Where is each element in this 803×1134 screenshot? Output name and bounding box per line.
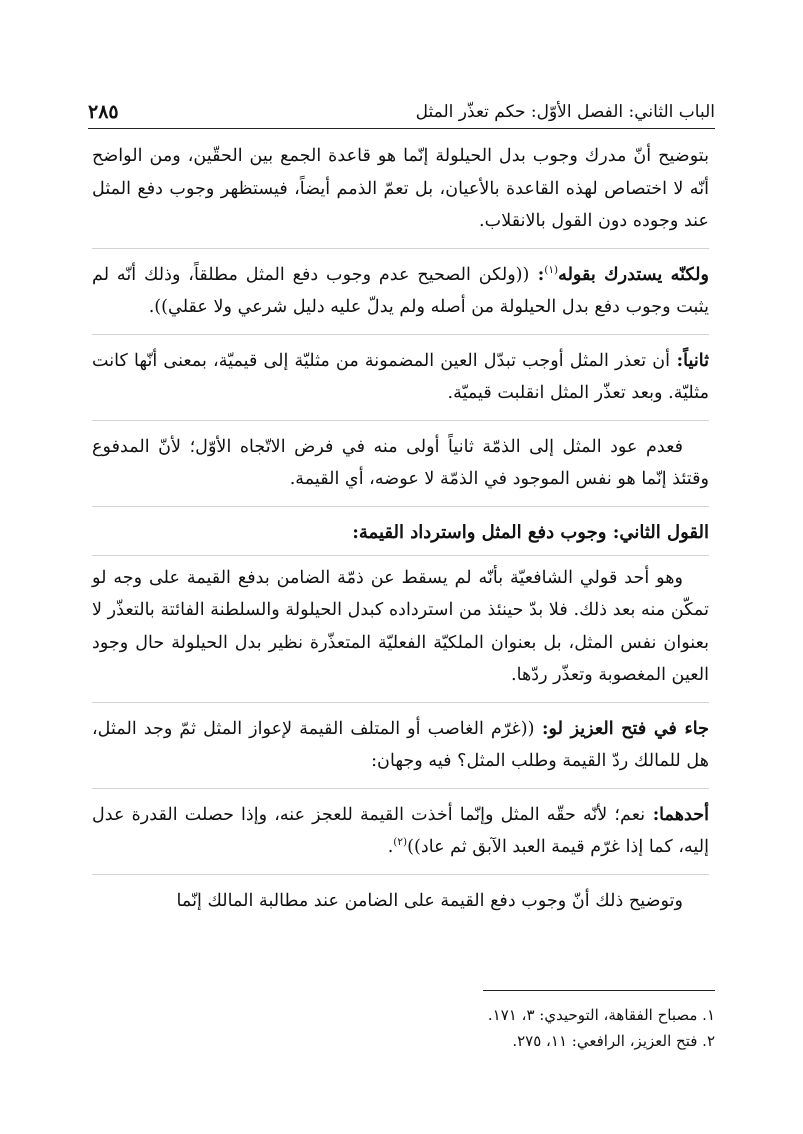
running-title: الباب الثاني: الفصل الأوّل: حكم تعذّر المثل <box>415 102 715 122</box>
paragraph-text: وهو أحد قولي الشافعيّة بأنّه لم يسقط عن ذمّة الضامن بدفع القيمة على وجه لو تمكّن منه بعد ذلك. فلا بدّ حينئذ من استرداده كبدل الحيلولة والسلطنة الفائتة بالتعذّر لا بعنوان نفس المثل، بل بعنوان الملكيّة الفعليّة المتعذّرة نظير بدل الحيلولة حال وجود العين المغصوبة وتعذّر ردّها. <box>92 567 709 685</box>
page-number: ٢٨٥ <box>88 101 119 123</box>
paragraph-tail: . <box>387 837 394 857</box>
paragraph-text: وتوضيح ذلك أنّ وجوب دفع القيمة على الضامن عند مطالبة المالك إنّما <box>176 890 683 911</box>
footnote-ref-2[interactable]: (٢) <box>393 836 408 849</box>
paragraph-4 <box>92 431 709 507</box>
paragraph-7 <box>92 799 709 875</box>
paragraph-lead-colon: : <box>529 263 545 285</box>
paragraph-lead: أحدهما: <box>645 803 709 825</box>
paragraph-lead: ولكنّه يستدرك بقوله <box>558 263 709 285</box>
footnote-1: ١. مصباح الفقاهة، التوحيدي: ٣، ١٧١. <box>487 1006 715 1024</box>
paragraph-3 <box>92 345 709 421</box>
body-text <box>92 140 709 927</box>
paragraph-1 <box>92 140 709 249</box>
footnote-separator <box>483 990 715 991</box>
paragraph-5 <box>92 562 709 703</box>
footnote-2: ٢. فتح العزيز، الرافعي: ١١، ٢٧٥. <box>512 1032 715 1050</box>
paragraph-text: ((غرّم الغاصب أو المتلف القيمة لإعواز المثل ثمّ وجد المثل، هل للمالك ردّ القيمة وطلب المثل؟ فيه وجهان: <box>92 718 709 771</box>
section-heading: القول الثاني: وجوب دفع المثل واسترداد القيمة: <box>92 517 709 556</box>
paragraph-lead: جاء في فتح العزيز لو: <box>534 717 710 739</box>
paragraph-lead: ثانياً: <box>670 349 709 371</box>
paragraph-text: نعم؛ لأنّه حقّه المثل وإنّما أخذت القيمة للعجز عنه، وإذا حصلت القدرة عدل إليه، كما إذا غرّم قيمة العبد الآبق ثم عاد)) <box>92 804 709 857</box>
footnotes <box>300 1002 715 1054</box>
paragraph-text: بتوضيح أنّ مدرك وجوب بدل الحيلولة إنّما هو قاعدة الجمع بين الحقّين، ومن الواضح أنّه لا اختصاص لهذه القاعدة بالأعيان، بل تعمّ الذمم أيضاً، فيستظهر وجوب دفع المثل عند وجوده دون القول بالانقلاب. <box>92 146 709 231</box>
paragraph-6 <box>92 713 709 789</box>
paragraph-2 <box>92 259 709 335</box>
paragraph-text: ((ولكن الصحيح عدم وجوب دفع المثل مطلقاً، وذلك أنّه لم يثبت وجوب دفع بدل الحيلولة من أصله ولم يدلّ عليه دليل شرعي ولا عقلي)). <box>92 264 709 317</box>
paragraph-8 <box>92 885 709 918</box>
header-rule <box>88 128 715 129</box>
footnote-ref-1[interactable]: (١) <box>544 263 559 276</box>
paragraph-text: فعدم عود المثل إلى الذمّة ثانياً أولى منه في فرض الاتّجاه الأوّل؛ لأنّ المدفوع وقتئذ إنّما هو نفس الموجود في الذمّة لا عوضه، أي القيمة. <box>92 436 709 489</box>
paragraph-text: أن تعذر المثل أوجب تبدّل العين المضمونة من مثليّة إلى قيميّة، بمعنى أنّها كانت مثليّة. وبعد تعذّر المثل انقلبت قيميّة. <box>92 350 709 403</box>
page-header <box>88 92 715 126</box>
